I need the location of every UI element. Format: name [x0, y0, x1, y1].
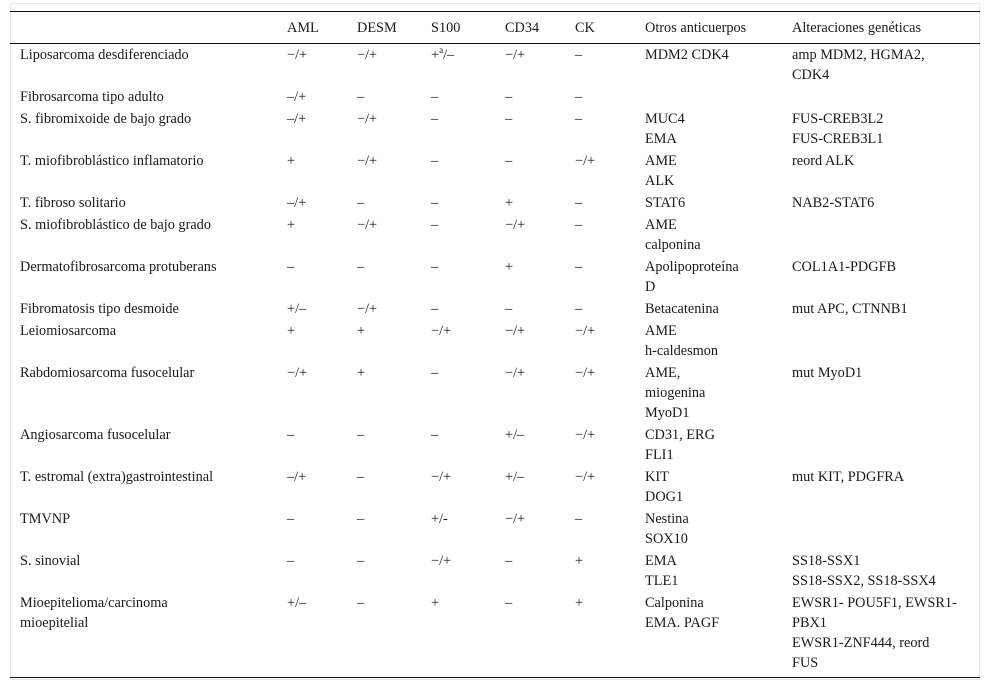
header-cell: DESM — [357, 19, 397, 36]
cell-cd34: – — [505, 111, 513, 127]
cell-genetic-alterations — [782, 508, 980, 550]
cell-genetic-alterations — [782, 108, 980, 150]
cell-desm: −/+ — [357, 47, 378, 63]
cell-tumor-name — [10, 592, 277, 678]
table-body — [10, 44, 980, 678]
cell-cd34: +/– — [505, 427, 525, 443]
cell-s100: – — [431, 89, 439, 105]
cell-cd34: −/+ — [505, 365, 526, 381]
cell-aml: −/+ — [287, 47, 308, 63]
cell-line: S. fibromixoide de bajo grado — [20, 111, 192, 127]
cell-cd34: −/+ — [505, 323, 526, 339]
cell-other-antibodies — [635, 466, 782, 508]
cell-s100: +/- — [431, 511, 448, 527]
cell-desm: + — [357, 365, 366, 381]
cell-desm: – — [357, 427, 365, 443]
cell-genetic-alterations — [782, 362, 980, 424]
table-row — [10, 256, 980, 298]
cell-desm: −/+ — [357, 301, 378, 317]
cell-line: D — [645, 279, 656, 295]
cell-line: SOX10 — [645, 531, 688, 547]
cell-line: mioepitelial — [20, 615, 89, 631]
cell-cd34: −/+ — [505, 47, 526, 63]
cell-line: TMVNP — [20, 511, 71, 527]
cell-line: AME, — [645, 365, 681, 381]
cell-tumor-name — [10, 424, 277, 466]
cell-line: Rabdomiosarcoma fusocelular — [20, 365, 195, 381]
cell-line: Liposarcoma desdiferenciado — [20, 47, 189, 63]
cell-line: FUS-CREB3L1 — [792, 131, 884, 147]
cell-ck: −/+ — [575, 427, 596, 443]
cell-line: COL1A1-PDGFB — [792, 259, 897, 275]
cell-line: Fibromatosis tipo desmoide — [20, 301, 179, 317]
cell-aml: +/– — [287, 301, 307, 317]
cell-tumor-name — [10, 550, 277, 592]
cell-line: Betacatenina — [645, 301, 719, 317]
cell-line: EMA — [645, 131, 677, 147]
cell-desm: – — [357, 259, 365, 275]
cell-other-antibodies — [635, 108, 782, 150]
cell-other-antibodies — [635, 508, 782, 550]
header-cell: CD34 — [505, 19, 540, 36]
cell-tumor-name — [10, 362, 277, 424]
cell-line: AME — [645, 153, 677, 169]
cell-line: Calponina — [645, 595, 704, 611]
cell-aml: –/+ — [287, 89, 307, 105]
cell-line: AME — [645, 323, 677, 339]
cell-line: CDK4 — [792, 67, 830, 83]
cell-tumor-name — [10, 298, 277, 320]
header-cell: Otros anticuerpos — [645, 19, 747, 36]
cell-genetic-alterations — [782, 192, 980, 214]
cell-aml: – — [287, 259, 295, 275]
cell-ck: + — [575, 553, 584, 569]
cell-desm: −/+ — [357, 153, 378, 169]
cell-other-antibodies — [635, 592, 782, 678]
cell-s100: −/+ — [431, 553, 452, 569]
cell-ck: + — [575, 595, 584, 611]
cell-aml: +/– — [287, 595, 307, 611]
header-cell: CK — [575, 19, 595, 36]
cell-desm: – — [357, 553, 365, 569]
cell-desm: – — [357, 89, 365, 105]
cell-cd34: −/+ — [505, 217, 526, 233]
table-row — [10, 466, 980, 508]
cell-cd34: +/– — [505, 469, 525, 485]
cell-line: CD31, ERG — [645, 427, 715, 443]
table-row — [10, 192, 980, 214]
cell-line: NAB2-STAT6 — [792, 195, 875, 211]
table-row — [10, 150, 980, 192]
cell-other-antibodies — [635, 320, 782, 362]
cell-s100: – — [431, 365, 439, 381]
cell-s100: +$^a$/– — [431, 45, 455, 63]
cell-line: h-caldesmon — [645, 343, 719, 359]
cell-s100: – — [431, 111, 439, 127]
cell-cd34: – — [505, 553, 513, 569]
table-row — [10, 508, 980, 550]
header-cell: AML — [287, 19, 319, 36]
cell-line: EWSR1-ZNF444, reord — [792, 635, 930, 651]
cell-line: MDM2 CDK4 — [645, 47, 729, 63]
cell-line: KIT — [645, 469, 669, 485]
cell-other-antibodies — [635, 298, 782, 320]
cell-s100: – — [431, 301, 439, 317]
cell-genetic-alterations — [782, 44, 980, 87]
cell-line: mut MyoD1 — [792, 365, 863, 381]
cell-desm: – — [357, 511, 365, 527]
cell-line: DOG1 — [645, 489, 684, 505]
cell-desm: −/+ — [357, 111, 378, 127]
cell-line: ALK — [645, 173, 675, 189]
cell-s100: – — [431, 427, 439, 443]
cell-aml: – — [287, 511, 295, 527]
cell-other-antibodies — [635, 150, 782, 192]
cell-cd34: + — [505, 195, 514, 211]
cell-line: FLI1 — [645, 447, 674, 463]
cell-desm: – — [357, 595, 365, 611]
cell-ck: −/+ — [575, 323, 596, 339]
cell-genetic-alterations — [782, 86, 980, 108]
cell-s100: – — [431, 153, 439, 169]
cell-cd34: – — [505, 301, 513, 317]
cell-aml: −/+ — [287, 365, 308, 381]
cell-line: S. sinovial — [20, 553, 81, 569]
cell-aml: –/+ — [287, 111, 307, 127]
cell-other-antibodies — [635, 424, 782, 466]
cell-line: MyoD1 — [645, 405, 690, 421]
cell-tumor-name — [10, 108, 277, 150]
cell-genetic-alterations — [782, 150, 980, 192]
cell-line: Nestina — [645, 511, 689, 527]
cell-line: Apolipoproteína — [645, 259, 739, 275]
table-row — [10, 424, 980, 466]
cell-desm: + — [357, 323, 366, 339]
header-cell — [10, 12, 277, 44]
cell-line: SS18-SSX2, SS18-SSX4 — [792, 573, 936, 589]
cell-tumor-name — [10, 214, 277, 256]
cell-ck: – — [575, 195, 583, 211]
cell-genetic-alterations — [782, 256, 980, 298]
cell-desm: – — [357, 469, 365, 485]
immunohistochemistry-table — [10, 11, 980, 678]
cell-genetic-alterations — [782, 320, 980, 362]
cell-cd34: −/+ — [505, 511, 526, 527]
cell-ck: – — [575, 217, 583, 233]
cell-line: TLE1 — [645, 573, 679, 589]
header-cell: Alteraciones genéticas — [792, 19, 922, 36]
cell-line: reord ALK — [792, 153, 855, 169]
cell-s100: – — [431, 195, 439, 211]
cell-line: SS18-SSX1 — [792, 553, 861, 569]
cell-other-antibodies — [635, 550, 782, 592]
cell-s100: – — [431, 217, 439, 233]
cell-other-antibodies — [635, 44, 782, 87]
cell-other-antibodies — [635, 192, 782, 214]
table-row — [10, 214, 980, 256]
cell-desm: – — [357, 195, 365, 211]
table-row — [10, 298, 980, 320]
table-row — [10, 86, 980, 108]
table-row — [10, 592, 980, 678]
cell-other-antibodies — [635, 362, 782, 424]
cell-line: T. fibroso solitario — [20, 195, 126, 211]
cell-genetic-alterations — [782, 298, 980, 320]
cell-ck: −/+ — [575, 365, 596, 381]
cell-genetic-alterations — [782, 214, 980, 256]
cell-tumor-name — [10, 44, 277, 87]
cell-tumor-name — [10, 256, 277, 298]
cell-aml: –/+ — [287, 469, 307, 485]
cell-line: miogenina — [645, 385, 706, 401]
footnote-marker: a — [439, 45, 444, 56]
cell-tumor-name — [10, 320, 277, 362]
cell-aml: –/+ — [287, 195, 307, 211]
cell-ck: – — [575, 511, 583, 527]
cell-line: EMA. PAGF — [645, 615, 720, 631]
cell-aml: – — [287, 553, 295, 569]
cell-tumor-name — [10, 150, 277, 192]
cell-line: Dermatofibrosarcoma protuberans — [20, 259, 217, 275]
table-row — [10, 362, 980, 424]
cell-line: mut KIT, PDGFRA — [792, 469, 905, 485]
cell-line: FUS — [792, 655, 819, 671]
cell-s100: + — [431, 595, 440, 611]
cell-ck: – — [575, 111, 583, 127]
cell-line: STAT6 — [645, 195, 686, 211]
cell-line: AME — [645, 217, 677, 233]
cell-ck: – — [575, 301, 583, 317]
cell-tumor-name — [10, 86, 277, 108]
cell-line: MUC4 — [645, 111, 685, 127]
cell-tumor-name — [10, 508, 277, 550]
cell-s100: −/+ — [431, 323, 452, 339]
cell-other-antibodies — [635, 256, 782, 298]
cell-line: Leiomiosarcoma — [20, 323, 117, 339]
header-cell: S100 — [431, 19, 461, 36]
table-row — [10, 550, 980, 592]
cell-ck: – — [575, 259, 583, 275]
cell-aml: + — [287, 323, 296, 339]
cell-aml: – — [287, 427, 295, 443]
cell-ck: – — [575, 47, 583, 63]
cell-aml: + — [287, 217, 296, 233]
table-header-row — [10, 12, 980, 44]
cell-cd34: – — [505, 153, 513, 169]
cell-line: calponina — [645, 237, 701, 253]
cell-line: T. miofibroblástico inflamatorio — [20, 153, 204, 169]
cell-tumor-name — [10, 192, 277, 214]
cell-line: EMA — [645, 553, 677, 569]
cell-desm: −/+ — [357, 217, 378, 233]
cell-line: mut APC, CTNNB1 — [792, 301, 908, 317]
cell-genetic-alterations — [782, 466, 980, 508]
cell-line: amp MDM2, HGMA2, — [792, 47, 925, 63]
cell-tumor-name — [10, 466, 277, 508]
cell-ck: – — [575, 89, 583, 105]
cell-line: FUS-CREB3L2 — [792, 111, 884, 127]
cell-genetic-alterations — [782, 424, 980, 466]
cell-cd34: – — [505, 89, 513, 105]
cell-line: Angiosarcoma fusocelular — [20, 427, 171, 443]
cell-s100: −/+ — [431, 469, 452, 485]
cell-ck: −/+ — [575, 469, 596, 485]
cell-cd34: + — [505, 259, 514, 275]
cell-line: T. estromal (extra)gastrointestinal — [20, 469, 214, 485]
cell-genetic-alterations — [782, 550, 980, 592]
cell-cd34: – — [505, 595, 513, 611]
cell-line: Fibrosarcoma tipo adulto — [20, 89, 164, 105]
table-row — [10, 320, 980, 362]
cell-other-antibodies — [635, 86, 782, 108]
cell-aml: + — [287, 153, 296, 169]
cell-ck: −/+ — [575, 153, 596, 169]
cell-s100: – — [431, 259, 439, 275]
table-row — [10, 108, 980, 150]
cell-other-antibodies — [635, 214, 782, 256]
cell-genetic-alterations — [782, 592, 980, 678]
cell-line: EWSR1- POU5F1, EWSR1- — [792, 595, 957, 611]
cell-line: S. miofibroblástico de bajo grado — [20, 217, 211, 233]
cell-line: Mioepitelioma/carcinoma — [20, 595, 168, 611]
table-row — [10, 44, 980, 87]
cell-line: PBX1 — [792, 615, 827, 631]
